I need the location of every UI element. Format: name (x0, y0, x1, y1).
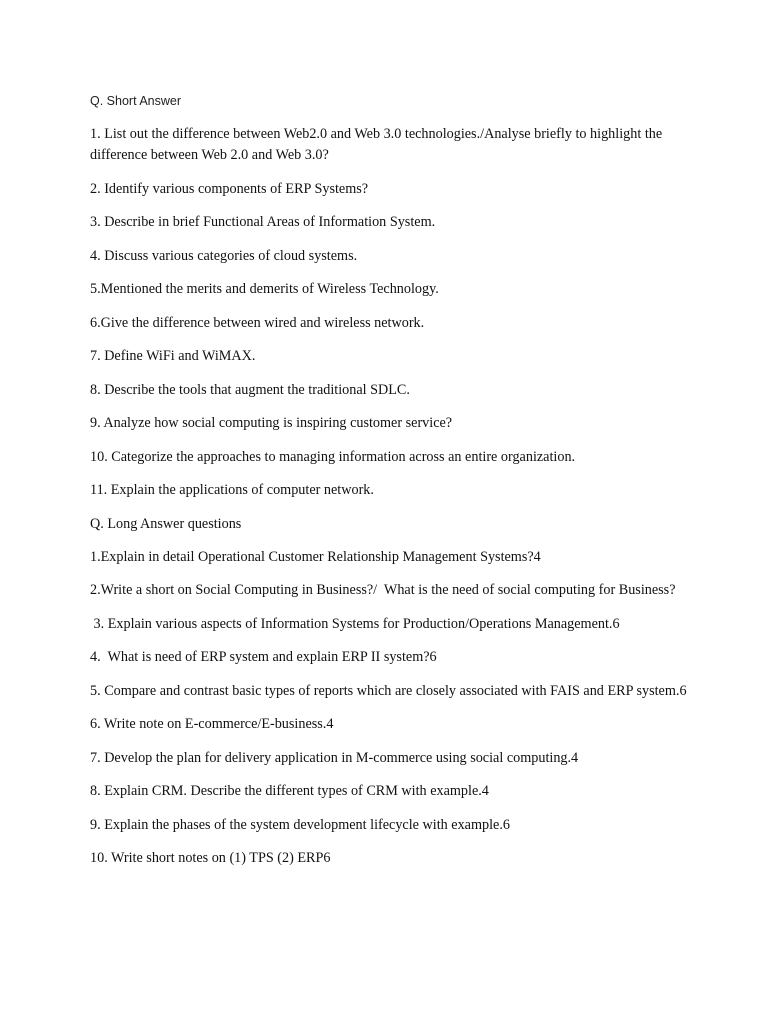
short-question-9: 9. Analyze how social computing is inspiring customer service? (90, 415, 453, 431)
long-question-8: 8. Explain CRM. Describe the different types of CRM with example.4 (90, 783, 489, 799)
long-question-9: 9. Explain the phases of the system development lifecycle with example.6 (90, 816, 510, 833)
short-question-1: 1. List out the difference between Web2.0 and Web 3.0 technologies./Analyse briefly to highlight the difference between Web 2.0 and Web 3.0? (90, 126, 666, 163)
short-question-10: 10. Categorize the approaches to managing information across an entire organization. (90, 448, 576, 465)
long-question-5: 5. Compare and contrast basic types of reports which are closely associated with FAIS and ERP system.6 (90, 682, 687, 699)
short-answer-list (90, 124, 690, 501)
long-question-3: 3. Explain various aspects of Information Systems for Production/Operations Management.6 (90, 615, 620, 632)
long-answer-list (90, 547, 690, 870)
short-question-5: 5.Mentioned the merits and demerits of Wireless Technology. (90, 281, 439, 297)
short-answer-heading: Q. Short Answer (90, 94, 182, 108)
short-question-2: 2. Identify various components of ERP Systems? (90, 180, 369, 197)
long-question-4: 4. What is need of ERP system and explain ERP II system?6 (90, 649, 437, 665)
short-question-8: 8. Describe the tools that augment the traditional SDLC. (90, 381, 410, 398)
document-page (90, 92, 690, 882)
short-question-7: 7. Define WiFi and WiMAX. (90, 348, 256, 364)
long-question-7: 7. Develop the plan for delivery application in M-commerce using social computing.4 (90, 749, 579, 766)
long-question-2: 2.Write a short on Social Computing in Business?/ What is the need of social computing for Business? (90, 582, 676, 598)
long-question-10: 10. Write short notes on (1) TPS (2) ERP6 (90, 850, 331, 866)
long-question-1: 1.Explain in detail Operational Customer Relationship Management Systems?4 (90, 548, 541, 565)
short-question-4: 4. Discuss various categories of cloud systems. (90, 247, 358, 264)
short-question-6: 6.Give the difference between wired and wireless network. (90, 314, 425, 331)
short-question-3: 3. Describe in brief Functional Areas of Information System. (90, 214, 436, 230)
long-question-6: 6. Write note on E-commerce/E-business.4 (90, 716, 334, 732)
short-question-11: 11. Explain the applications of computer network. (90, 482, 374, 498)
long-answer-heading: Q. Long Answer questions (90, 515, 242, 532)
